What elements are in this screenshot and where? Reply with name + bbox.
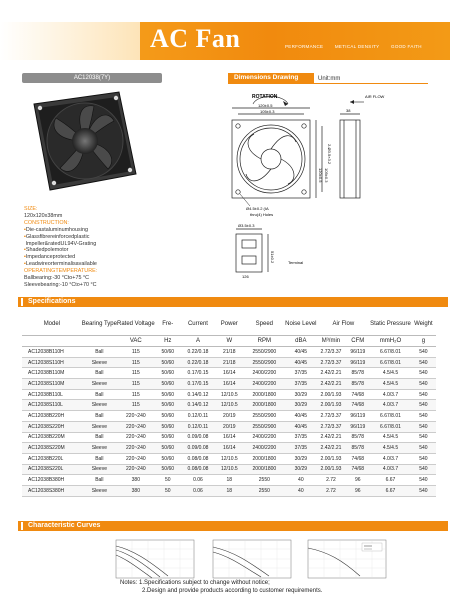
table-cell: Ball <box>82 432 117 443</box>
table-cell: Ball <box>82 475 117 486</box>
page-title: AC Fan <box>150 24 241 53</box>
temperature-heading: OPERATINGTEMPERATURE: <box>24 268 98 275</box>
table-cell: 2.72/3.37 <box>317 357 346 368</box>
table-cell: 16/14 <box>215 432 243 443</box>
table-cell: 380 <box>117 475 155 486</box>
temperature-item: Ballbearing:-30 °Cto+75 °C <box>24 275 89 282</box>
dim-label: 120±0.5 <box>318 168 323 183</box>
table-cell: Sleeve <box>82 464 117 475</box>
table-cell: 2400/2200 <box>244 379 286 390</box>
table-cell: 0.08/0.08 <box>181 453 215 464</box>
table-cell: 540 <box>411 421 436 432</box>
header-tags <box>285 44 432 49</box>
dim-label: 38 <box>346 108 351 113</box>
unit-header: M³/min <box>317 336 346 347</box>
table-cell: Ball <box>82 411 117 422</box>
table-cell: 2.72 <box>317 475 346 486</box>
table-cell: Sleeve <box>82 379 117 390</box>
table-cell: 2.42/2.21 <box>317 443 346 454</box>
table-cell: 0.12/0.11 <box>181 421 215 432</box>
dim-label: 51±0.2 <box>270 251 275 264</box>
table-cell: 40/45 <box>285 411 316 422</box>
unit-header: A <box>181 336 215 347</box>
model-cell: AC12038S110L <box>22 400 82 411</box>
table-cell: 2550/2900 <box>244 421 286 432</box>
column-header: Weight <box>411 313 436 336</box>
characteristic-curve-chart <box>108 538 198 582</box>
column-header: Fre- <box>155 313 181 336</box>
table-cell: 540 <box>411 453 436 464</box>
column-header: Rated Voltage <box>117 313 155 336</box>
dimensions-divider <box>228 83 428 84</box>
table-cell: 2400/2200 <box>244 368 286 379</box>
table-cell: 96 <box>345 485 370 496</box>
dim-label: 2-Ø3.5×3.2 <box>327 144 332 165</box>
table-cell: 2.42/2.21 <box>317 379 346 390</box>
model-cell: AC12038B220M <box>22 432 82 443</box>
characteristic-curve-chart <box>205 538 295 582</box>
size-value: 120x120x38mm <box>24 212 63 219</box>
model-cell: AC12038B110M <box>22 368 82 379</box>
table-cell: 2.72/3.37 <box>317 411 346 422</box>
model-cell: AC12038S220M <box>22 443 82 454</box>
table-row <box>22 389 436 400</box>
model-label: AC12038(7Y) <box>22 73 162 83</box>
column-header: Current <box>181 313 215 336</box>
table-row <box>22 379 436 390</box>
table-cell: 6.67 <box>370 485 411 496</box>
table-cell: 115 <box>117 400 155 411</box>
table-row <box>22 400 436 411</box>
construction-item: ▪Die-castaluminumhousing <box>24 226 88 233</box>
table-cell: 30/29 <box>285 389 316 400</box>
table-cell: 115 <box>117 379 155 390</box>
table-cell: 6.67/8.01 <box>370 411 411 422</box>
table-cell: 85/78 <box>345 443 370 454</box>
table-cell: 4.5/4.5 <box>370 443 411 454</box>
specifications-table <box>22 313 436 497</box>
note-line: Notes: 1.Specifications subject to change without notice; <box>120 580 270 586</box>
dim-label: Ø3.5±0.3 <box>238 223 255 228</box>
table-cell: 50/60 <box>155 411 181 422</box>
model-cell: AC12038B220L <box>22 453 82 464</box>
construction-item: ▪Shadedpolemotor <box>24 247 69 254</box>
table-cell: 220~240 <box>117 443 155 454</box>
table-cell: 4.5/4.5 <box>370 379 411 390</box>
model-cell: AC12038B380H <box>22 475 82 486</box>
table-row <box>22 464 436 475</box>
table-cell: 85/78 <box>345 368 370 379</box>
specifications-section-bar: Specifications <box>18 297 448 307</box>
table-cell: 37/35 <box>285 368 316 379</box>
dimensions-tab: Dimensions Drawing <box>228 73 314 83</box>
table-cell: 20/19 <box>215 421 243 432</box>
table-cell: 540 <box>411 443 436 454</box>
table-cell: 50/60 <box>155 453 181 464</box>
table-cell: 50/60 <box>155 368 181 379</box>
table-cell: Sleeve <box>82 485 117 496</box>
unit-header: mmH₂O <box>370 336 411 347</box>
table-cell: 40 <box>285 485 316 496</box>
model-cell: AC12038S220H <box>22 421 82 432</box>
table-cell: 12/10.5 <box>215 400 243 411</box>
table-cell: 50/60 <box>155 400 181 411</box>
table-cell: 380 <box>117 485 155 496</box>
table-cell: 40 <box>285 475 316 486</box>
table-cell: 50/60 <box>155 347 181 358</box>
column-header: Bearing Type <box>82 313 117 336</box>
unit-header: Hz <box>155 336 181 347</box>
table-cell: 6.67/8.01 <box>370 357 411 368</box>
table-cell: 0.14/0.12 <box>181 400 215 411</box>
temperature-item: Sleevebearing:-10 °Cto+70 °C <box>24 281 97 288</box>
table-cell: 2400/2200 <box>244 443 286 454</box>
construction-item: ▪Impedanceprotected <box>24 254 76 261</box>
table-cell: Sleeve <box>82 421 117 432</box>
table-cell: 2.00/1.93 <box>317 453 346 464</box>
table-cell: 4.5/4.5 <box>370 432 411 443</box>
table-cell: 0.06 <box>181 485 215 496</box>
table-cell: 16/14 <box>215 379 243 390</box>
unit-header: W <box>215 336 243 347</box>
table-cell: 2550 <box>244 485 286 496</box>
table-row <box>22 347 436 358</box>
product-description <box>24 206 204 289</box>
table-cell: 540 <box>411 368 436 379</box>
column-header: Model <box>22 313 82 336</box>
table-cell: 2550/2900 <box>244 347 286 358</box>
table-cell: 220~240 <box>117 453 155 464</box>
column-header: Speed <box>244 313 286 336</box>
table-cell: 220~240 <box>117 464 155 475</box>
table-cell: 21/18 <box>215 347 243 358</box>
table-cell: 115 <box>117 368 155 379</box>
table-cell: 40/45 <box>285 421 316 432</box>
column-header: Noise Level <box>285 313 316 336</box>
construction-item: ▪Leadwireorterminalisavailable <box>24 261 97 268</box>
unit-header <box>82 336 117 347</box>
size-heading: SIZE: <box>24 206 38 212</box>
table-cell: 2.72/3.37 <box>317 421 346 432</box>
table-cell: 2000/1800 <box>244 400 286 411</box>
dim-label: 105±0.3 <box>260 109 275 114</box>
dim-label: 120±0.5 <box>258 103 273 108</box>
unit-header <box>22 336 82 347</box>
table-cell: 96/119 <box>345 421 370 432</box>
table-cell: 0.06 <box>181 475 215 486</box>
table-cell: 220~240 <box>117 432 155 443</box>
unit-header: dBA <box>285 336 316 347</box>
table-cell: 16/14 <box>215 443 243 454</box>
table-cell: 96/119 <box>345 357 370 368</box>
table-cell: 2.72/3.37 <box>317 347 346 358</box>
table-cell: 4.0/3.7 <box>370 453 411 464</box>
table-row <box>22 368 436 379</box>
table-cell: 30/29 <box>285 400 316 411</box>
table-cell: 2550/2900 <box>244 357 286 368</box>
table-cell: Ball <box>82 368 117 379</box>
table-row <box>22 421 436 432</box>
table-cell: 115 <box>117 357 155 368</box>
table-cell: 540 <box>411 464 436 475</box>
table-cell: 540 <box>411 379 436 390</box>
table-cell: 220~240 <box>117 421 155 432</box>
table-row <box>22 443 436 454</box>
table-cell: 18 <box>215 475 243 486</box>
table-cell: Ball <box>82 453 117 464</box>
construction-heading: CONSTRUCTION: <box>24 219 69 226</box>
table-cell: 2.00/1.93 <box>317 400 346 411</box>
table-cell: 0.12/0.11 <box>181 411 215 422</box>
table-cell: Sleeve <box>82 357 117 368</box>
table-cell: 2400/2200 <box>244 432 286 443</box>
table-cell: 2550/2900 <box>244 411 286 422</box>
table-cell: 12/10.5 <box>215 389 243 400</box>
rotation-label: ROTATION <box>252 94 278 100</box>
table-cell: 2000/1800 <box>244 464 286 475</box>
note-line: 2.Design and provide products according to customer requirements. <box>142 587 323 594</box>
model-cell: AC12038S110M <box>22 379 82 390</box>
table-cell: 96/119 <box>345 411 370 422</box>
table-cell: 2550 <box>244 475 286 486</box>
table-cell: 220~240 <box>117 411 155 422</box>
model-cell: AC12038S110H <box>22 357 82 368</box>
table-cell: 2.00/1.93 <box>317 464 346 475</box>
table-cell: 50/60 <box>155 357 181 368</box>
table-cell: 30/29 <box>285 453 316 464</box>
column-header: Air Flow <box>317 313 371 336</box>
table-cell: 540 <box>411 485 436 496</box>
model-cell: AC12038S220L <box>22 464 82 475</box>
table-cell: 4.0/3.7 <box>370 464 411 475</box>
dimensions-drawing <box>228 86 440 281</box>
table-row <box>22 453 436 464</box>
table-cell: 74/68 <box>345 453 370 464</box>
table-cell: 74/68 <box>345 464 370 475</box>
dim-label: Ø4.5±0.2 (IA <box>246 206 269 211</box>
table-cell: 2000/1800 <box>244 453 286 464</box>
fan-photo <box>24 86 144 196</box>
notes <box>120 580 322 595</box>
airflow-label: AIR FLOW <box>365 94 385 99</box>
table-cell: 21/18 <box>215 357 243 368</box>
table-cell: 540 <box>411 411 436 422</box>
table-cell: 0.17/0.15 <box>181 379 215 390</box>
table-cell: 0.08/0.08 <box>181 464 215 475</box>
table-cell: 540 <box>411 400 436 411</box>
column-header: Power <box>215 313 243 336</box>
dim-label: 126 <box>242 274 249 279</box>
model-cell: AC12038B110H <box>22 347 82 358</box>
table-cell: 540 <box>411 475 436 486</box>
construction-item: Impeller&ratedUL94V-Grating <box>25 240 97 247</box>
table-cell: 2000/1800 <box>244 389 286 400</box>
curves-section-bar: Characteristic Curves <box>18 521 448 531</box>
table-cell: 37/35 <box>285 432 316 443</box>
table-cell: Ball <box>82 347 117 358</box>
table-cell: Sleeve <box>82 400 117 411</box>
table-cell: 50/60 <box>155 464 181 475</box>
table-cell: 4.5/4.5 <box>370 368 411 379</box>
table-cell: 4.0/3.7 <box>370 400 411 411</box>
table-cell: 50/60 <box>155 389 181 400</box>
table-cell: 50 <box>155 475 181 486</box>
table-cell: 40/45 <box>285 347 316 358</box>
table-cell: 50/60 <box>155 421 181 432</box>
table-cell: 0.14/0.12 <box>181 389 215 400</box>
specifications-table-body <box>22 347 436 497</box>
table-cell: 2.00/1.93 <box>317 389 346 400</box>
table-cell: 115 <box>117 347 155 358</box>
table-cell: 96/119 <box>345 347 370 358</box>
table-cell: 37/35 <box>285 443 316 454</box>
table-cell: 40/45 <box>285 357 316 368</box>
table-cell: 12/10.5 <box>215 464 243 475</box>
table-row <box>22 485 436 496</box>
model-cell: AC12038B110L <box>22 389 82 400</box>
table-cell: 0.22/0.18 <box>181 357 215 368</box>
dim-label: thru(4) Holes <box>250 212 274 217</box>
table-cell: 50/60 <box>155 432 181 443</box>
table-row <box>22 432 436 443</box>
header-tag: PERFORMANCE <box>285 44 324 49</box>
table-cell: 50 <box>155 485 181 496</box>
table-row <box>22 357 436 368</box>
header-tag: METICAL DENSITY <box>334 44 380 49</box>
table-cell: 2.72 <box>317 485 346 496</box>
table-cell: 37/35 <box>285 379 316 390</box>
table-cell: 6.67/8.01 <box>370 347 411 358</box>
unit-header: VAC <box>117 336 155 347</box>
table-cell: 115 <box>117 389 155 400</box>
table-cell: 12/10.5 <box>215 453 243 464</box>
table-cell: 50/60 <box>155 379 181 390</box>
table-cell: 74/68 <box>345 389 370 400</box>
header-tag: GOOD FAITH <box>391 44 422 49</box>
table-cell: 85/78 <box>345 432 370 443</box>
table-cell: 6.67 <box>370 475 411 486</box>
dim-label: 105±0.3 <box>324 168 329 183</box>
table-row <box>22 475 436 486</box>
table-cell: 540 <box>411 347 436 358</box>
table-cell: 50/60 <box>155 443 181 454</box>
table-cell: 0.09/0.08 <box>181 443 215 454</box>
table-cell: 0.09/0.08 <box>181 432 215 443</box>
table-cell: 30/29 <box>285 464 316 475</box>
table-cell: 540 <box>411 357 436 368</box>
terminal-label: Terminal <box>288 260 304 265</box>
table-cell: 2.42/2.21 <box>317 432 346 443</box>
table-cell: 20/19 <box>215 411 243 422</box>
table-cell: 540 <box>411 389 436 400</box>
table-cell: 2.42/2.21 <box>317 368 346 379</box>
unit-header: RPM <box>244 336 286 347</box>
table-cell: 96 <box>345 475 370 486</box>
model-cell: AC12038S380H <box>22 485 82 496</box>
table-cell: 16/14 <box>215 368 243 379</box>
table-row <box>22 411 436 422</box>
table-cell: 6.67/8.01 <box>370 421 411 432</box>
table-cell: 85/78 <box>345 379 370 390</box>
characteristic-curve-chart <box>300 538 390 582</box>
table-cell: Sleeve <box>82 443 117 454</box>
table-cell: 0.17/0.15 <box>181 368 215 379</box>
construction-item: ▪Glassfibrereinforcedplastic <box>24 233 90 240</box>
unit-header: CFM <box>345 336 370 347</box>
unit-header: g <box>411 336 436 347</box>
dimensions-unit: Unit:mm <box>318 76 341 82</box>
table-cell: 4.0/3.7 <box>370 389 411 400</box>
column-header: Static Pressure <box>370 313 411 336</box>
table-cell: 0.22/0.18 <box>181 347 215 358</box>
table-cell: 74/68 <box>345 400 370 411</box>
table-cell: 18 <box>215 485 243 496</box>
model-cell: AC12038B220H <box>22 411 82 422</box>
header-band-fade <box>0 22 140 60</box>
table-cell: Ball <box>82 389 117 400</box>
table-cell: 540 <box>411 432 436 443</box>
